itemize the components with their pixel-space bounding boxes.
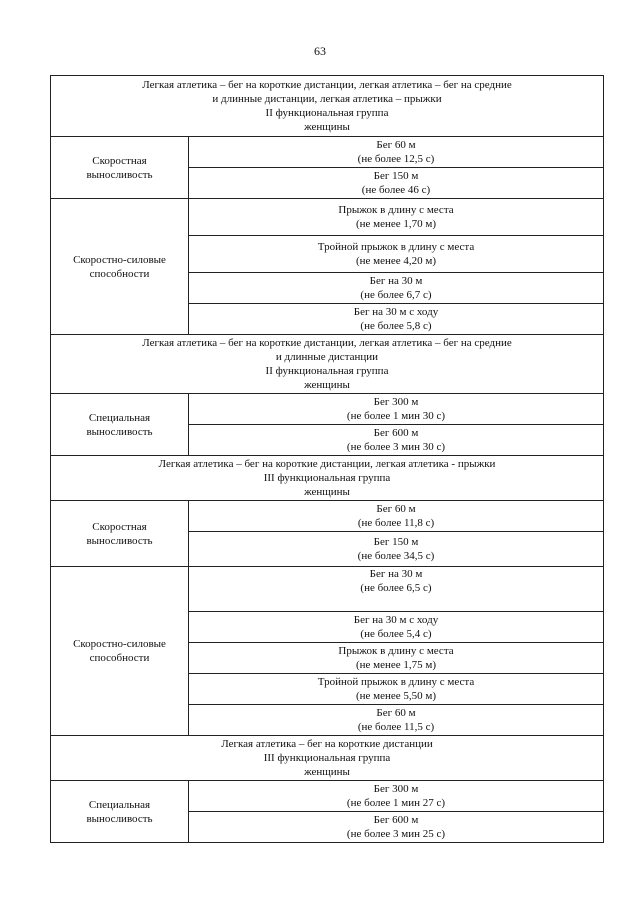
test-name: Бег 150 м [373, 536, 419, 548]
ability-label: Скоростно-силовые [73, 253, 166, 266]
test-cell [189, 168, 604, 199]
section-header-row [51, 456, 604, 501]
test-norm: (не более 5,4 с) [360, 628, 432, 640]
test-name: Бег 300 м [373, 783, 419, 795]
test-cell [189, 273, 604, 304]
ability-label: Скоростно-силовые [73, 638, 166, 650]
section-title-line: Легкая атлетика – бег на короткие дистанции, легкая атлетика - прыжки [158, 458, 496, 470]
test-name: Бег на 30 м с ходу [353, 614, 439, 626]
section-title-line: и длинные дистанции [275, 351, 379, 363]
ability-cell [51, 137, 189, 199]
test-name: Бег 60 м [376, 139, 416, 151]
test-norm: (не более 11,8 с) [357, 517, 435, 529]
gender-label: женщины [304, 766, 350, 778]
ability-cell [51, 501, 189, 567]
test-name: Бег 600 м [373, 814, 419, 826]
test-norm: (не более 34,5 с) [357, 550, 435, 562]
test-name: Бег на 30 м с ходу [353, 306, 439, 318]
test-cell [189, 612, 604, 643]
section-title-line: Легкая атлетика – бег на короткие дистанции [221, 738, 433, 750]
test-cell [189, 236, 604, 273]
section-header-row [51, 335, 604, 394]
gender-label: женщины [304, 486, 350, 498]
test-norm: (не менее 4,20 м) [355, 255, 437, 267]
section-title-line: и длинные дистанции, легкая атлетика – прыжки [212, 93, 442, 105]
section-title [51, 456, 604, 501]
test-cell [189, 199, 604, 236]
section-title [51, 76, 604, 137]
test-norm: (не более 3 мин 25 с) [346, 828, 446, 840]
test-cell [189, 567, 604, 612]
test-cell [189, 812, 604, 843]
test-name: Бег на 30 м [369, 568, 423, 580]
ability-cell [51, 781, 189, 843]
section-header-row [51, 76, 604, 137]
ability-label: Скоростная [92, 520, 147, 533]
table-row [51, 567, 604, 612]
ability-label: Специальная [88, 411, 151, 424]
test-cell [189, 705, 604, 736]
test-norm: (не более 1 мин 27 с) [346, 797, 446, 809]
gender-label: женщины [304, 379, 350, 391]
test-name: Прыжок в длину с места [338, 645, 454, 657]
ability-label: Специальная [88, 798, 151, 811]
section-title [51, 335, 604, 394]
functional-group: II функциональная группа [265, 107, 389, 119]
functional-group: III функциональная группа [263, 472, 391, 484]
test-norm: (не более 46 с) [361, 184, 431, 196]
test-name: Бег 60 м [376, 707, 416, 719]
test-name: Бег 300 м [373, 396, 419, 408]
test-cell [189, 501, 604, 532]
test-cell [189, 643, 604, 674]
section-title-line: Легкая атлетика – бег на короткие дистанции, легкая атлетика – бег на средние [142, 337, 512, 349]
ability-label: способности [89, 652, 150, 664]
test-norm: (не более 5,8 с) [360, 320, 432, 332]
test-cell [189, 304, 604, 335]
ability-label: Скоростная [92, 154, 147, 167]
table-row [51, 781, 604, 812]
section-title-line: Легкая атлетика – бег на короткие дистанции, легкая атлетика – бег на средние [142, 79, 512, 91]
ability-label: выносливость [86, 812, 153, 825]
gender-label: женщины [304, 121, 350, 133]
ability-label: выносливость [86, 168, 153, 181]
functional-group: II функциональная группа [265, 365, 389, 377]
test-cell [189, 781, 604, 812]
test-name: Тройной прыжок в длину с места [317, 676, 475, 688]
ability-label: выносливость [86, 425, 153, 438]
test-name: Бег на 30 м [369, 275, 423, 287]
test-name: Тройной прыжок в длину с места [317, 241, 475, 253]
section-title [51, 736, 604, 781]
test-name: Бег 600 м [373, 427, 419, 439]
section-header-row [51, 736, 604, 781]
page-number: 63 [314, 44, 326, 58]
test-cell [189, 137, 604, 168]
table-row [51, 199, 604, 236]
test-cell [189, 425, 604, 456]
test-norm: (не менее 1,70 м) [355, 218, 437, 230]
test-cell [189, 532, 604, 567]
table-row [51, 501, 604, 532]
standards-table [50, 75, 604, 843]
test-norm: (не более 6,5 с) [360, 582, 432, 594]
ability-label: способности [89, 267, 150, 280]
table-row [51, 137, 604, 168]
functional-group: III функциональная группа [263, 752, 391, 764]
ability-cell [51, 394, 189, 456]
test-norm: (не более 6,7 с) [360, 289, 432, 301]
test-name: Бег 60 м [376, 503, 416, 515]
ability-cell [51, 199, 189, 335]
test-name: Прыжок в длину с места [338, 204, 454, 216]
test-cell [189, 674, 604, 705]
test-norm: (не менее 5,50 м) [355, 690, 437, 702]
test-norm: (не более 12,5 с) [357, 153, 435, 165]
test-norm: (не более 3 мин 30 с) [346, 441, 446, 453]
test-name: Бег 150 м [373, 170, 419, 182]
test-norm: (не более 11,5 с) [357, 721, 435, 733]
table-row [51, 394, 604, 425]
ability-cell [51, 567, 189, 736]
ability-label: выносливость [86, 534, 153, 547]
test-cell [189, 394, 604, 425]
test-norm: (не более 1 мин 30 с) [346, 410, 446, 422]
test-norm: (не менее 1,75 м) [355, 659, 437, 671]
